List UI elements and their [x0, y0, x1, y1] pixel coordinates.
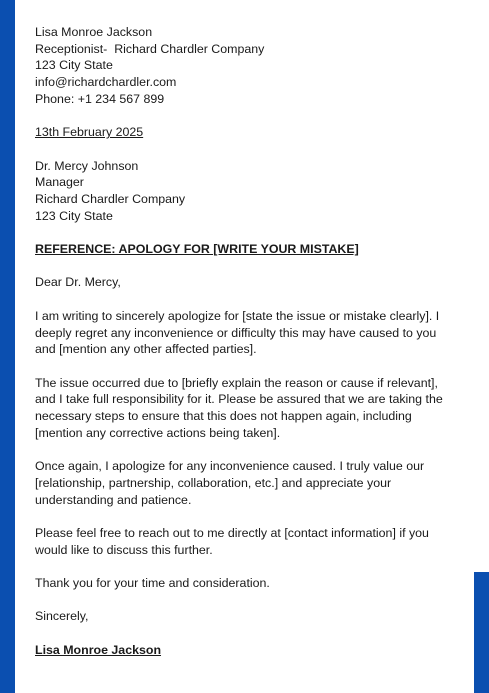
signature-block — [35, 642, 455, 659]
reference-line: REFERENCE: APOLOGY FOR [WRITE YOUR MISTAKE] — [35, 242, 359, 257]
paragraph-2 — [35, 375, 455, 442]
recipient-block — [35, 158, 455, 225]
paragraph-text: Once again, I apologize for any inconvenience caused. I truly value our [relationship, partnership, collaboration, etc.] and appreciate your understanding and patience. — [35, 459, 425, 507]
right-accent-bar — [474, 572, 489, 693]
recipient-company: Richard Chardler Company — [35, 192, 186, 206]
recipient-name: Dr. Mercy Johnson — [35, 158, 139, 173]
sender-name: Lisa Monroe Jackson — [35, 25, 153, 39]
closing-block — [35, 608, 455, 625]
salutation-block — [35, 274, 455, 291]
paragraph-text: The issue occurred due to [briefly explain the reason or cause if relevant], and I take full responsibility for it. Please be assured that we are taking the necessary steps to ensure that this does not happen again, including [mention any corrective actions being taken]. — [35, 375, 443, 440]
sender-phone: Phone: +1 234 567 899 — [35, 91, 165, 106]
paragraph-3 — [35, 458, 455, 508]
paragraph-1 — [35, 308, 455, 358]
salutation: Dear Dr. Mercy, — [35, 275, 121, 290]
reference-block — [35, 241, 455, 258]
sender-block — [35, 24, 455, 108]
recipient-title: Manager — [35, 175, 84, 190]
closing: Sincerely, — [35, 609, 89, 624]
signature-name: Lisa Monroe Jackson — [35, 642, 162, 657]
letter-date: 13th February 2025 — [35, 125, 144, 140]
paragraph-4 — [35, 525, 455, 558]
date-block — [35, 124, 455, 141]
paragraph-text: Thank you for your time and consideration. — [35, 576, 270, 591]
left-accent-bar — [0, 0, 15, 693]
paragraph-text: I am writing to sincerely apologize for [state the issue or mistake clearly]. I deeply regret any inconvenience or difficulty this may have caused to you and [mention any other affected parties]. — [35, 308, 440, 357]
sender-email: info@richardchardler.com — [35, 75, 177, 90]
paragraph-text: Please feel free to reach out to me directly at [contact information] if you would like to discuss this further. — [35, 525, 429, 557]
sender-address: 123 City State — [35, 58, 113, 73]
paragraph-5 — [35, 575, 455, 592]
letter-body — [35, 24, 455, 659]
sender-title: Receptionist- Richard Chardler Company — [35, 41, 265, 56]
recipient-address: 123 City State — [35, 208, 113, 223]
